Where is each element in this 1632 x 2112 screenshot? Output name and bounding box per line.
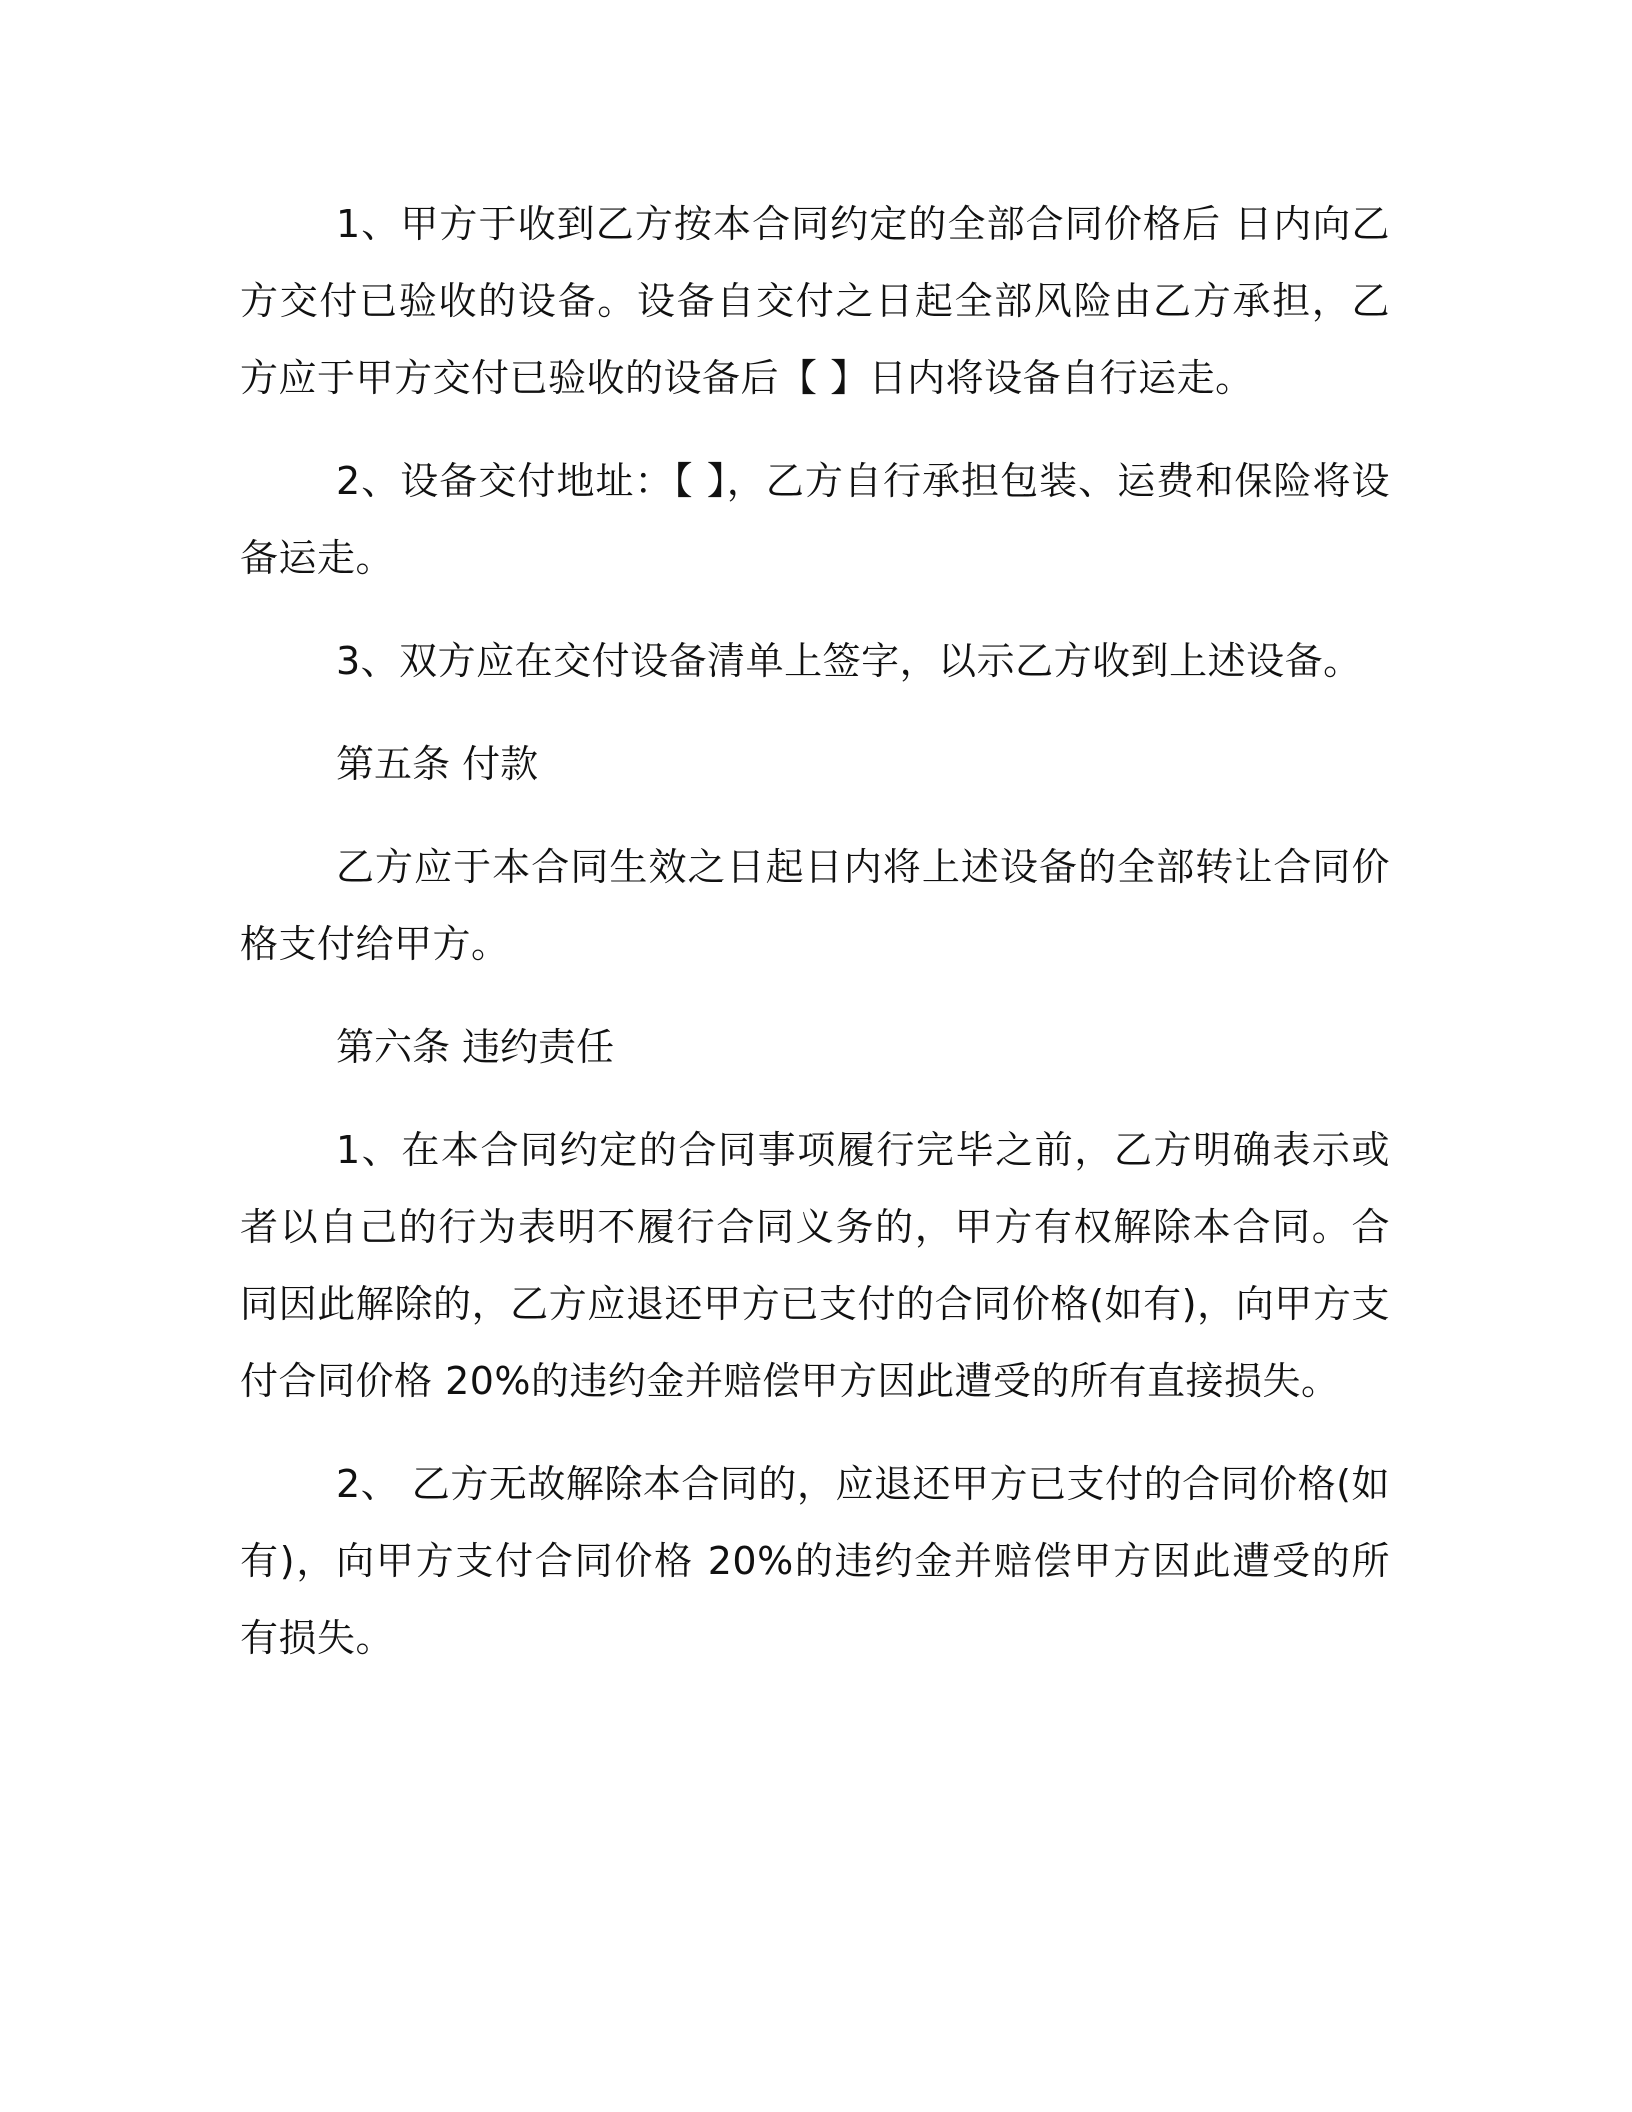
- article-6-item-2: 2、 乙方无故解除本合同的，应退还甲方已支付的合同价格(如有)，向甲方支付合同价格 20%的违约金并赔偿甲方因此遭受的所有损失。: [240, 1462, 1390, 1660]
- article-5-heading: 第五条 付款: [336, 742, 539, 786]
- clause-4-item-2: 2、设备交付地址：【 】，乙方自行承担包装、运费和保险将设备运走。: [240, 459, 1390, 580]
- article-6-item-1: 1、在本合同约定的合同事项履行完毕之前，乙方明确表示或者以自己的行为表明不履行合同义务的，甲方有权解除本合同。合同因此解除的，乙方应退还甲方已支付的合同价格(如有)，向甲方支付合同价格 20%的违约金并赔偿甲方因此遭受的所有直接损失。: [240, 1128, 1390, 1403]
- clause-4-item-1: 1、甲方于收到乙方按本合同约定的全部合同价格后 日内向乙方交付已验收的设备。设备自交付之日起全部风险由乙方承担，乙方应于甲方交付已验收的设备后【 】日内将设备自行运走。: [240, 202, 1390, 400]
- document-page: [240, 186, 1390, 1703]
- clause-4-item-3: 3、双方应在交付设备清单上签字，以示乙方收到上述设备。: [336, 639, 1362, 683]
- article-6-heading: 第六条 违约责任: [336, 1025, 615, 1069]
- article-5-body: 乙方应于本合同生效之日起日内将上述设备的全部转让合同价格支付给甲方。: [240, 845, 1390, 966]
